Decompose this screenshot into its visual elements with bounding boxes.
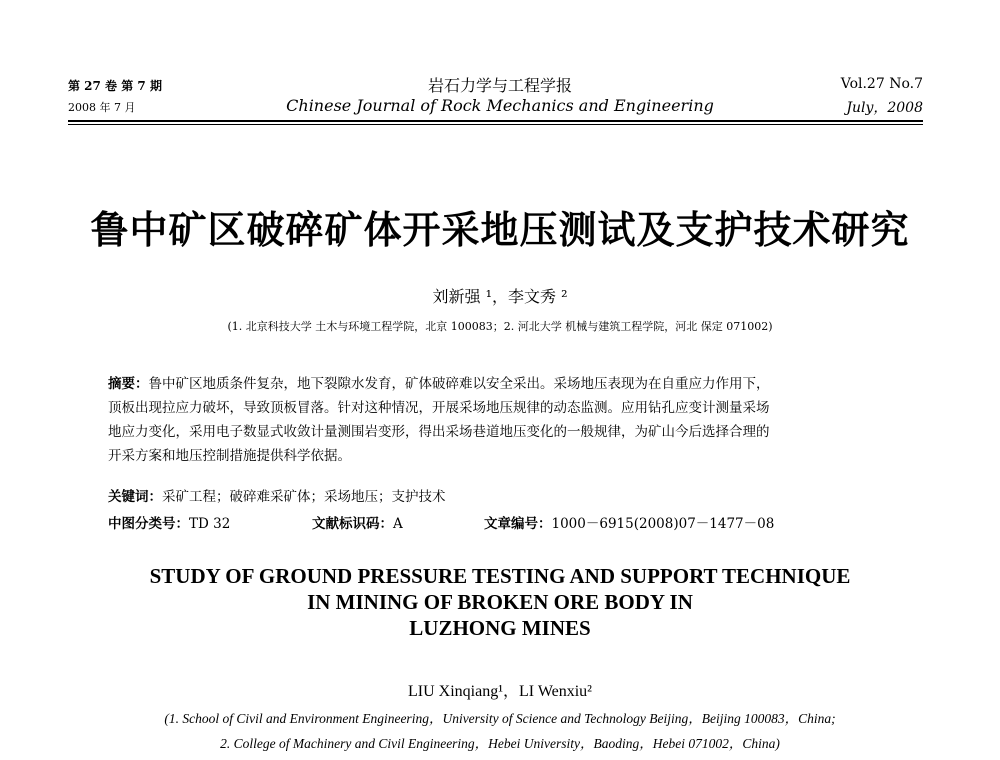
date-cn: 2008 年 7 月 xyxy=(68,101,136,114)
abstract-line-2: 顶板出现拉应力破坏，导致顶板冒落。针对这种情况，开展采场地压规律的动态监测。应用钻孔应变计测量采场 xyxy=(108,400,770,416)
header-rule-thick xyxy=(68,120,923,122)
paper-title-en-line-1: STUDY OF GROUND PRESSURE TESTING AND SUPPORT TECHNIQUE xyxy=(149,564,851,588)
affiliation-en-line-1: (1. School of Civil and Environment Engineering，University of Science and Technology Beijing，Beijing 100083，China; xyxy=(164,711,836,726)
paper-title-cn: 鲁中矿区破碎矿体开采地压测试及支护技术研究 xyxy=(90,208,910,252)
journal-title-cn: 岩石力学与工程学报 xyxy=(427,76,572,95)
clc-number: 中图分类号：TD 32 xyxy=(108,516,231,532)
volume-issue-en: Vol.27 No.7 xyxy=(840,76,923,92)
abstract-line-4: 开采方案和地压控制措施提供科学依据。 xyxy=(108,448,351,464)
volume-issue-cn: 第 27 卷 第 7 期 xyxy=(68,79,162,93)
keywords xyxy=(108,485,446,505)
affiliation-en-line-2: 2. College of Machinery and Civil Engineering，Hebei University，Baoding，Hebei 071002，China) xyxy=(220,736,780,751)
paper-title-en-line-2: IN MINING OF BROKEN ORE BODY IN xyxy=(307,590,693,614)
article-number: 文章编号：1000－6915(2008)07－1477－08 xyxy=(484,516,775,532)
header-rule-thin xyxy=(68,124,923,125)
paper-title-en-line-3: LUZHONG MINES xyxy=(409,616,591,640)
abstract-line-1: 摘要：鲁中矿区地质条件复杂，地下裂隙水发育，矿体破碎难以安全采出。采场地压表现为在自重应力作用下， xyxy=(108,376,770,392)
document-code: 文献标识码：A xyxy=(312,516,403,532)
abstract-line-3: 地应力变化，采用电子数显式收敛计量测围岩变形，得出采场巷道地压变化的一般规律，为矿山今后选择合理的 xyxy=(108,424,770,440)
keywords-label: 关键词： xyxy=(108,489,162,505)
abstract xyxy=(108,372,770,468)
paper-title-en xyxy=(0,563,1000,641)
authors-en: LIU Xinqiang¹，LI Wenxiu² xyxy=(408,683,592,700)
authors-cn: 刘新强 ¹，李文秀 ² xyxy=(432,287,568,306)
date-en: July，2008 xyxy=(846,100,923,116)
abstract-label: 摘要： xyxy=(108,376,149,392)
keywords-text: 采矿工程；破碎难采矿体；采场地压；支护技术 xyxy=(162,489,446,505)
journal-title-en: Chinese Journal of Rock Mechanics and Engineering xyxy=(286,96,714,115)
affiliation-cn: (1. 北京科技大学 土木与环境工程学院，北京 100083；2. 河北大学 机械与建筑工程学院，河北 保定 071002) xyxy=(227,320,773,333)
